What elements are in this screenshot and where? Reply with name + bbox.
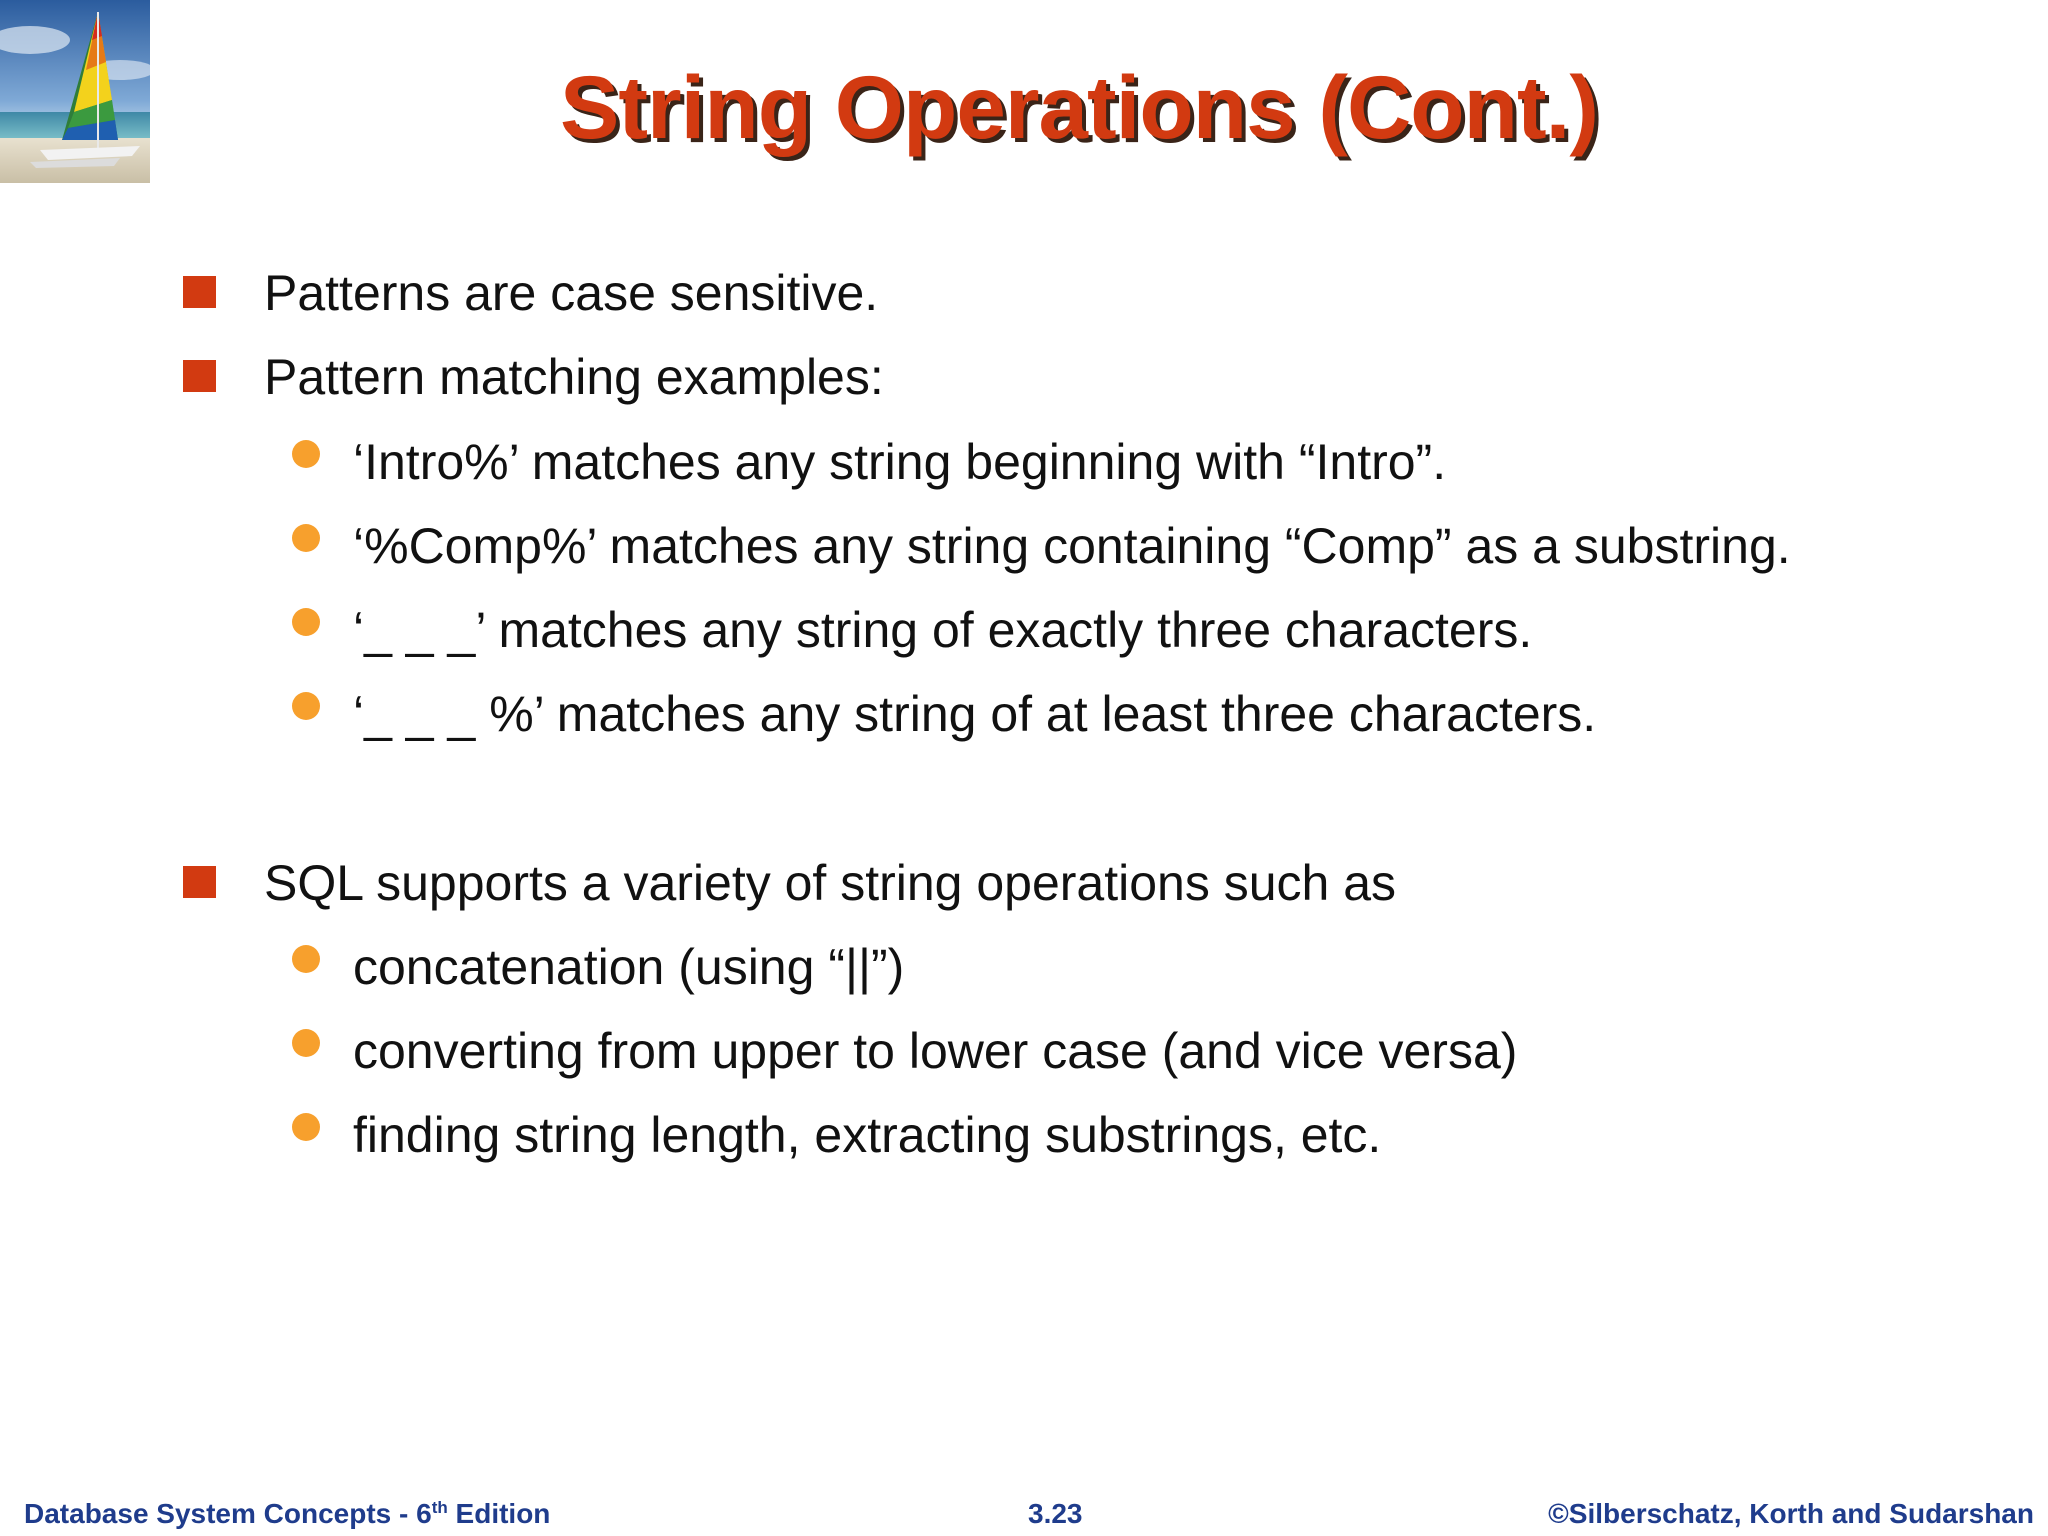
footer-book-suffix: Edition [447,1498,551,1529]
footer-copyright: ©Silberschatz, Korth and Sudarshan [1548,1498,2034,1529]
slide-title: String Operations (Cont.) [559,57,1598,157]
sub-bullet-text: ‘%Comp%’ matches any string containing “Comp” as a substring. [353,518,1791,574]
footer-book-prefix: Database System Concepts - 6 [24,1498,432,1529]
bullet-text: Patterns are case sensitive. [264,265,879,321]
sub-bullet-text: finding string length, extracting substrings, etc. [353,1107,1382,1163]
sub-bullet-text: converting from upper to lower case (and vice versa) [353,1023,1518,1079]
bullet-text: Pattern matching examples: [264,349,884,405]
circle-bullet-icon [292,608,320,636]
circle-bullet-icon [292,440,320,468]
circle-bullet-icon [292,1029,320,1057]
bullet-text: SQL supports a variety of string operations such as [264,855,1397,911]
footer-page-number: 3.23 [1028,1498,1083,1529]
square-bullet-icon [183,866,216,898]
circle-bullet-icon [292,692,320,720]
circle-bullet-icon [292,524,320,552]
sub-bullet-text: ‘_ _ _ %’ matches any string of at least three characters. [353,686,1597,742]
circle-bullet-icon [292,1113,320,1141]
sub-bullet-text: ‘_ _ _’ matches any string of exactly three characters. [353,602,1533,658]
square-bullet-icon [183,276,216,308]
footer-book-superscript: th [431,1498,448,1517]
sub-bullet-text: concatenation (using “||”) [353,939,905,995]
circle-bullet-icon [292,945,320,973]
sub-bullet-text: ‘Intro%’ matches any string beginning with “Intro”. [353,434,1447,490]
square-bullet-icon [183,360,216,392]
footer-book-title [24,1497,550,1531]
